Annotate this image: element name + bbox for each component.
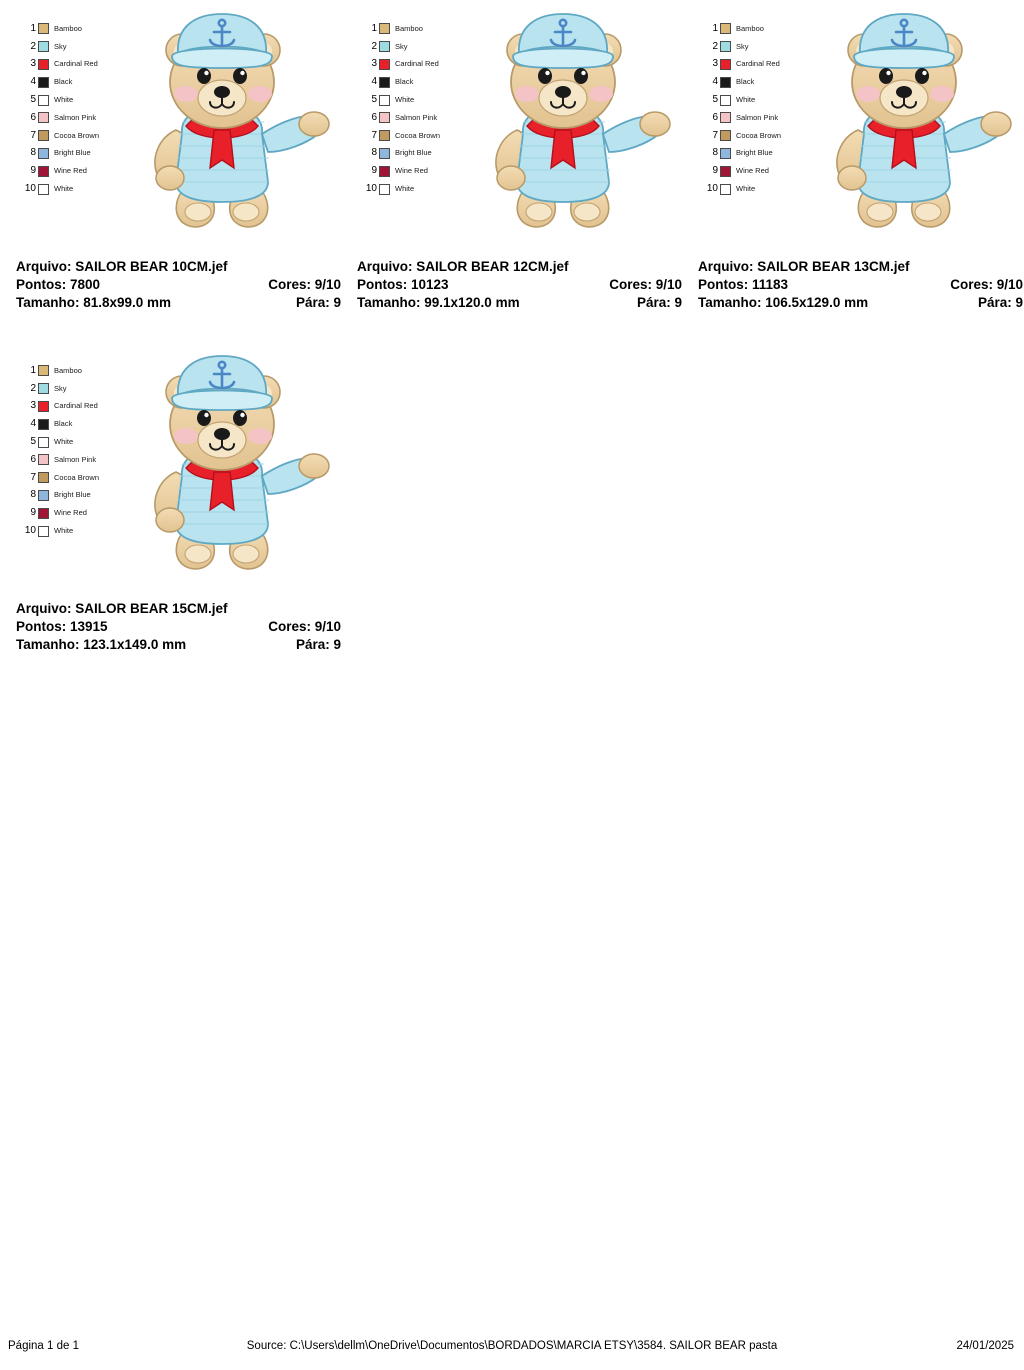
legend-number: 4: [30, 418, 36, 430]
legend-row: [16, 91, 126, 109]
legend-row: [698, 91, 808, 109]
legend-number: 5: [30, 436, 36, 448]
design-info-4: [16, 600, 341, 654]
legend-swatch: [38, 184, 49, 195]
legend-row: [16, 380, 126, 398]
legend-swatch: [720, 59, 731, 70]
legend-number: 1: [712, 22, 718, 34]
design-stitches-colors: [357, 276, 682, 294]
legend-number: 5: [371, 94, 377, 106]
sailor-bear-illustration: [118, 352, 333, 574]
design-stitches-colors: [698, 276, 1023, 294]
legend-label: Sky: [54, 383, 67, 393]
legend-label: Sky: [54, 41, 67, 51]
legend-number: 3: [712, 58, 718, 70]
legend-swatch: [38, 508, 49, 519]
legend-row: [357, 38, 467, 56]
legend-number: 1: [30, 364, 36, 376]
legend-number: 6: [712, 111, 718, 123]
legend-swatch: [379, 95, 390, 106]
design-tamanho: Tamanho: 123.1x149.0 mm: [16, 637, 187, 652]
design-info-1: [16, 258, 341, 312]
legend-swatch: [38, 383, 49, 394]
design-size-stops: [16, 636, 341, 654]
design-stitches-colors: [16, 276, 341, 294]
legend-number: 3: [30, 58, 36, 70]
legend-swatch: [38, 59, 49, 70]
legend-number: 9: [712, 165, 718, 177]
legend-row: [698, 180, 808, 198]
legend-label: Bamboo: [54, 23, 82, 33]
design-file: Arquivo: SAILOR BEAR 12CM.jef: [357, 259, 569, 274]
legend-swatch: [38, 148, 49, 159]
legend-row: [16, 504, 126, 522]
legend-row: [16, 522, 126, 540]
design-info-2: [357, 258, 682, 312]
legend-row: [16, 127, 126, 145]
design-file: Arquivo: SAILOR BEAR 13CM.jef: [698, 259, 910, 274]
legend-number: 3: [30, 400, 36, 412]
legend-number: 2: [371, 40, 377, 52]
design-pontos: Pontos: 10123: [357, 277, 449, 292]
legend-row: [16, 433, 126, 451]
legend-swatch: [38, 41, 49, 52]
legend-label: Bright Blue: [54, 148, 91, 158]
legend-label: White: [54, 184, 74, 194]
legend-label: Wine Red: [395, 166, 428, 176]
legend-number: 2: [30, 382, 36, 394]
color-legend-1: [16, 20, 126, 198]
design-preview-4: [0, 342, 341, 574]
legend-swatch: [38, 490, 49, 501]
legend-swatch: [379, 148, 390, 159]
legend-number: 10: [24, 183, 36, 195]
legend-label: Cocoa Brown: [54, 130, 100, 140]
design-info-3: [698, 258, 1023, 312]
design-para: Pára: 9: [295, 637, 341, 652]
legend-label: Cardinal Red: [736, 59, 780, 69]
design-size-stops: [698, 294, 1023, 312]
legend-number: 1: [371, 22, 377, 34]
legend-swatch: [379, 23, 390, 34]
legend-number: 9: [371, 165, 377, 177]
legend-row: [698, 145, 808, 163]
design-cores: Cores: 9/10: [268, 277, 341, 292]
legend-label: Wine Red: [736, 166, 769, 176]
legend-number: 5: [30, 94, 36, 106]
page-footer: [0, 1340, 1024, 1360]
legend-row: [698, 56, 808, 74]
legend-row: [698, 109, 808, 127]
legend-swatch: [38, 365, 49, 376]
design-block-2: [341, 0, 682, 310]
color-legend-3: [698, 20, 808, 198]
legend-row: [357, 91, 467, 109]
legend-number: 6: [371, 111, 377, 123]
legend-number: 8: [712, 147, 718, 159]
footer-source-path: Source: C:\Users\dellm\OneDrive\Documentos\BORDADOS\MARCIA ETSY\3584. SAILOR BEAR pasta: [246, 1340, 778, 1352]
legend-number: 6: [30, 111, 36, 123]
legend-label: White: [395, 95, 415, 105]
design-cores: Cores: 9/10: [950, 277, 1023, 292]
legend-number: 7: [30, 471, 36, 483]
legend-label: Salmon Pink: [54, 454, 97, 464]
legend-swatch: [38, 112, 49, 123]
legend-label: White: [54, 95, 74, 105]
legend-row: [698, 73, 808, 91]
design-para: Pára: 9: [295, 295, 341, 310]
legend-number: 8: [30, 147, 36, 159]
legend-swatch: [38, 401, 49, 412]
legend-number: 3: [371, 58, 377, 70]
legend-row: [357, 145, 467, 163]
legend-row: [16, 451, 126, 469]
legend-label: White: [736, 184, 756, 194]
footer-date: 24/01/2025: [956, 1340, 1014, 1352]
legend-swatch: [379, 112, 390, 123]
design-block-1: [0, 0, 341, 310]
design-file: Arquivo: SAILOR BEAR 10CM.jef: [16, 259, 228, 274]
legend-label: Black: [395, 77, 414, 87]
legend-label: Salmon Pink: [54, 112, 97, 122]
legend-swatch: [720, 184, 731, 195]
legend-swatch: [38, 77, 49, 88]
legend-swatch: [720, 23, 731, 34]
legend-label: White: [395, 184, 415, 194]
legend-label: Black: [54, 77, 73, 87]
design-tamanho: Tamanho: 81.8x99.0 mm: [16, 295, 172, 310]
legend-number: 7: [30, 129, 36, 141]
legend-number: 4: [371, 76, 377, 88]
legend-swatch: [38, 419, 49, 430]
legend-number: 8: [371, 147, 377, 159]
design-stitches-colors: [16, 618, 341, 636]
design-preview-2: [341, 0, 682, 232]
legend-row: [357, 73, 467, 91]
legend-row: [16, 398, 126, 416]
footer-page-number: Página 1 de 1: [8, 1340, 79, 1352]
legend-number: 2: [712, 40, 718, 52]
legend-swatch: [379, 59, 390, 70]
design-file: Arquivo: SAILOR BEAR 15CM.jef: [16, 601, 228, 616]
legend-number: 9: [30, 507, 36, 519]
legend-row: [16, 145, 126, 163]
legend-swatch: [720, 77, 731, 88]
design-block-3: [682, 0, 1023, 310]
legend-row: [16, 487, 126, 505]
legend-number: 10: [365, 183, 377, 195]
legend-number: 10: [24, 525, 36, 537]
legend-row: [16, 56, 126, 74]
legend-row: [16, 180, 126, 198]
legend-label: Salmon Pink: [736, 112, 779, 122]
legend-swatch: [38, 472, 49, 483]
legend-label: Cocoa Brown: [395, 130, 441, 140]
legend-number: 2: [30, 40, 36, 52]
legend-swatch: [379, 184, 390, 195]
legend-number: 4: [30, 76, 36, 88]
design-cores: Cores: 9/10: [609, 277, 682, 292]
legend-swatch: [38, 526, 49, 537]
legend-swatch: [379, 130, 390, 141]
legend-swatch: [38, 454, 49, 465]
legend-label: Bamboo: [736, 23, 764, 33]
legend-label: Sky: [736, 41, 749, 51]
legend-number: 7: [371, 129, 377, 141]
legend-row: [698, 38, 808, 56]
legend-row: [698, 127, 808, 145]
legend-label: Bamboo: [395, 23, 423, 33]
legend-row: [16, 469, 126, 487]
legend-swatch: [720, 95, 731, 106]
legend-label: Cocoa Brown: [54, 472, 100, 482]
legend-swatch: [38, 23, 49, 34]
legend-number: 4: [712, 76, 718, 88]
sailor-bear-illustration: [118, 10, 333, 232]
legend-label: Cardinal Red: [54, 59, 98, 69]
legend-number: 10: [706, 183, 718, 195]
legend-label: White: [54, 437, 74, 447]
design-cores: Cores: 9/10: [268, 619, 341, 634]
design-size-stops: [357, 294, 682, 312]
legend-swatch: [379, 41, 390, 52]
legend-number: 8: [30, 489, 36, 501]
legend-swatch: [720, 112, 731, 123]
legend-label: Bright Blue: [54, 490, 91, 500]
design-preview-1: [0, 0, 341, 232]
sailor-bear-illustration: [459, 10, 674, 232]
legend-row: [16, 162, 126, 180]
color-legend-2: [357, 20, 467, 198]
legend-row: [16, 415, 126, 433]
legend-row: [357, 180, 467, 198]
legend-swatch: [720, 41, 731, 52]
legend-swatch: [720, 130, 731, 141]
legend-label: Bright Blue: [736, 148, 773, 158]
legend-swatch: [379, 166, 390, 177]
legend-swatch: [38, 166, 49, 177]
legend-row: [357, 162, 467, 180]
legend-number: 1: [30, 22, 36, 34]
legend-row: [16, 38, 126, 56]
legend-label: Salmon Pink: [395, 112, 438, 122]
legend-row: [16, 109, 126, 127]
legend-row: [698, 162, 808, 180]
legend-swatch: [38, 130, 49, 141]
legend-row: [357, 109, 467, 127]
legend-label: White: [736, 95, 756, 105]
legend-label: Wine Red: [54, 508, 87, 518]
design-pontos: Pontos: 13915: [16, 619, 108, 634]
legend-label: Cardinal Red: [54, 401, 98, 411]
legend-swatch: [379, 77, 390, 88]
design-preview-3: [682, 0, 1023, 232]
design-para: Pára: 9: [636, 295, 682, 310]
design-para: Pára: 9: [977, 295, 1023, 310]
design-pontos: Pontos: 11183: [698, 277, 789, 292]
design-tamanho: Tamanho: 106.5x129.0 mm: [698, 295, 869, 310]
legend-label: White: [54, 526, 74, 536]
sailor-bear-illustration: [800, 10, 1015, 232]
legend-swatch: [38, 437, 49, 448]
legend-label: Bright Blue: [395, 148, 432, 158]
legend-label: Black: [54, 419, 73, 429]
legend-row: [357, 127, 467, 145]
legend-label: Bamboo: [54, 365, 82, 375]
legend-row: [698, 20, 808, 38]
legend-row: [357, 20, 467, 38]
legend-label: Sky: [395, 41, 408, 51]
legend-swatch: [720, 166, 731, 177]
design-pontos: Pontos: 7800: [16, 277, 101, 292]
design-block-4: [0, 342, 341, 652]
legend-row: [16, 20, 126, 38]
design-size-stops: [16, 294, 341, 312]
legend-swatch: [38, 95, 49, 106]
legend-label: Wine Red: [54, 166, 87, 176]
legend-number: 9: [30, 165, 36, 177]
legend-row: [16, 362, 126, 380]
legend-row: [357, 56, 467, 74]
legend-label: Cardinal Red: [395, 59, 439, 69]
legend-number: 6: [30, 453, 36, 465]
color-legend-4: [16, 362, 126, 540]
legend-label: Cocoa Brown: [736, 130, 782, 140]
legend-row: [16, 73, 126, 91]
legend-number: 7: [712, 129, 718, 141]
legend-swatch: [720, 148, 731, 159]
legend-label: Black: [736, 77, 755, 87]
design-tamanho: Tamanho: 99.1x120.0 mm: [357, 295, 520, 310]
legend-number: 5: [712, 94, 718, 106]
